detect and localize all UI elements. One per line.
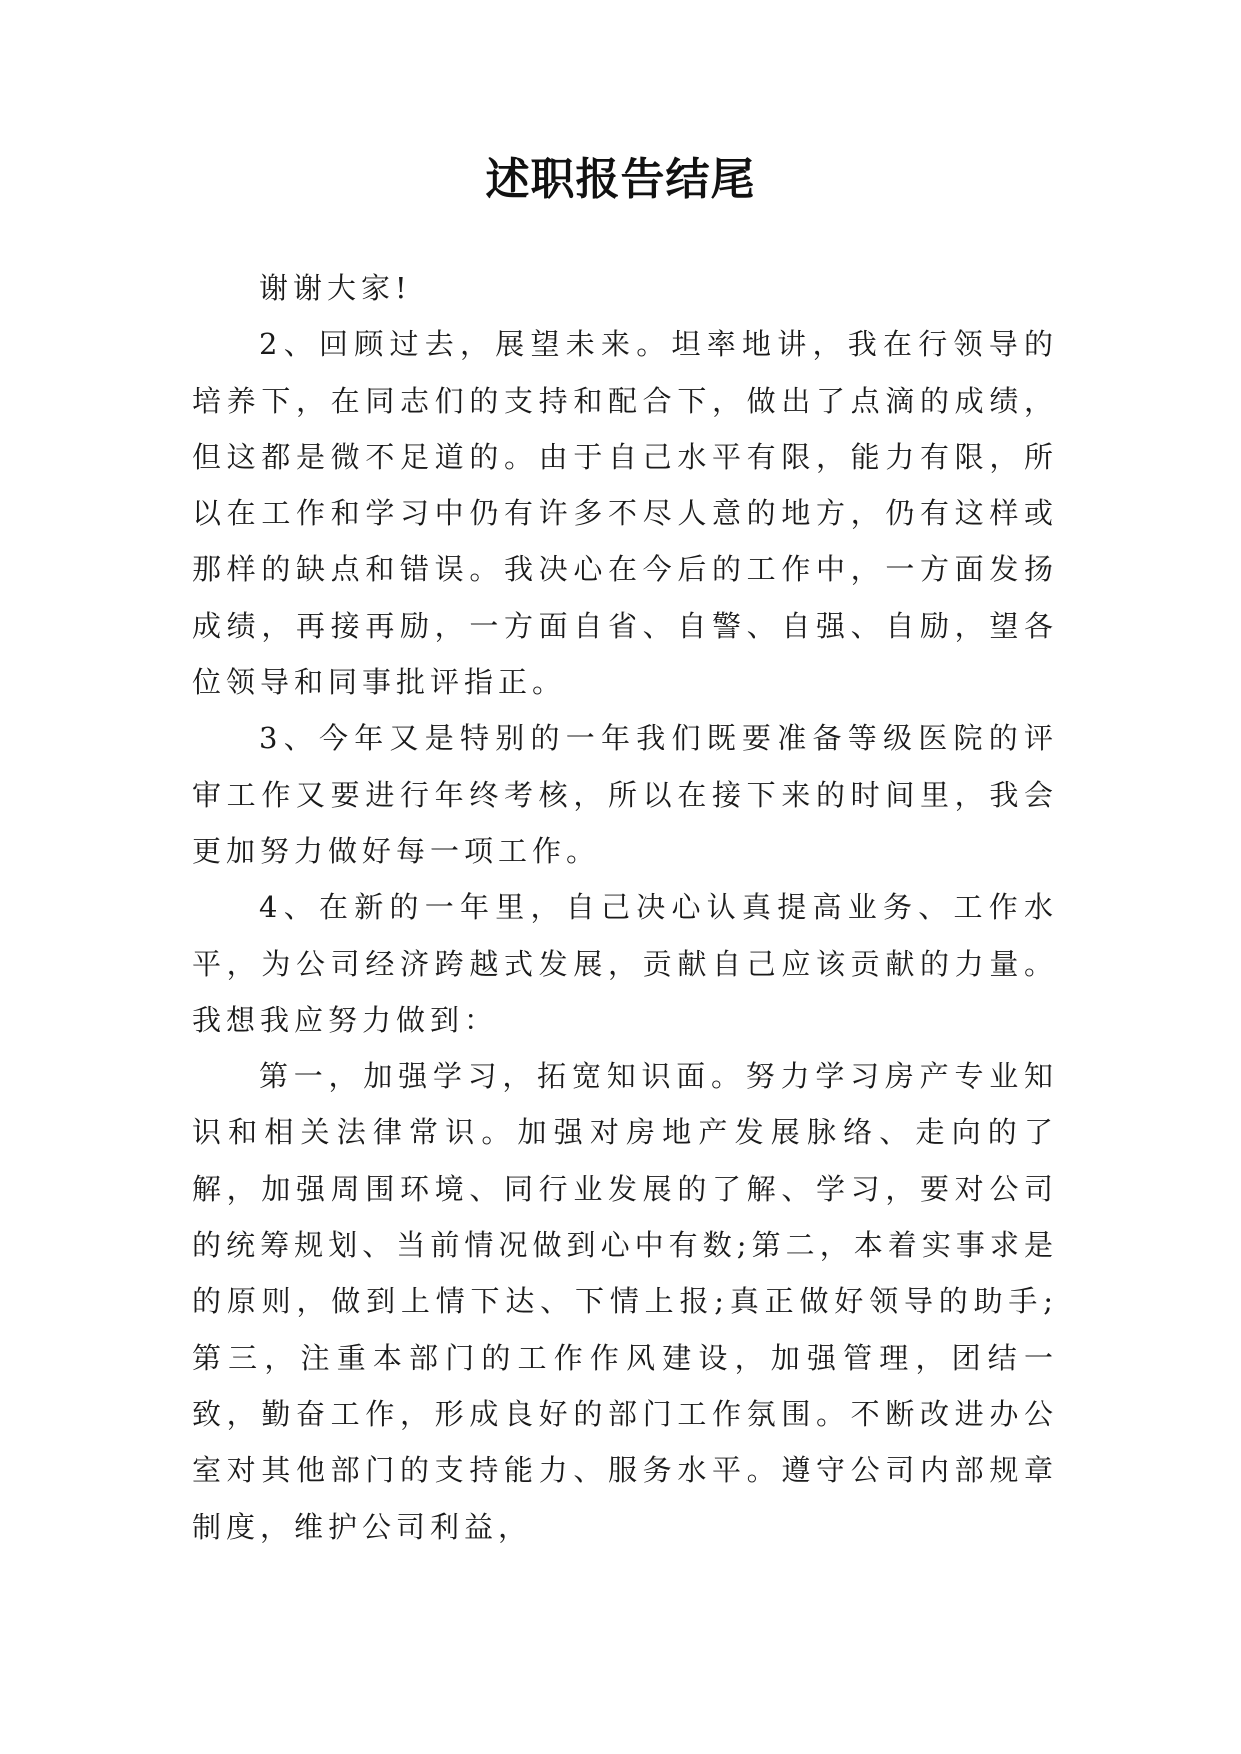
paragraph-first-study: 第一，加强学习，拓宽知识面。努力学习房产专业知识和相关法律常识。加强对房地产发展脉络、走向的了解，加强周围环境、同行业发展的了解、学习，要对公司的统筹规划、当前情况做到心中有数;第二，本着实事求是的原则，做到上情下达、下情上报;真正做好领导的助手;第三，注重本部门的工作作风建设，加强管理，团结一致，勤奋工作，形成良好的部门工作氛围。不断改进办公室对其他部门的支持能力、服务水平。遵守公司内部规章制度，维护公司利益，: [192, 1059, 1058, 1544]
paragraph-3-this-year: 3、今年又是特别的一年我们既要准备等级医院的评审工作又要进行年终考核，所以在接下来的时间里，我会更加努力做好每一项工作。: [192, 721, 1058, 868]
document-title: 述职报告结尾: [485, 154, 756, 205]
paragraph-thanks: 谢谢大家!: [259, 271, 412, 305]
paragraph-4-new-year: 4、在新的一年里，自己决心认真提高业务、工作水平，为公司经济跨越式发展，贡献自己应该贡献的力量。我想我应努力做到：: [192, 890, 1058, 1037]
paragraph-2-review: 2、回顾过去，展望未来。坦率地讲，我在行领导的培养下，在同志们的支持和配合下，做出了点滴的成绩，但这都是微不足道的。由于自己水平有限，能力有限，所以在工作和学习中仍有许多不尽人意的地方，仍有这样或那样的缺点和错误。我决心在今后的工作中，一方面发扬成绩，再接再励，一方面自省、自警、自强、自励，望各位领导和同事批评指正。: [192, 327, 1058, 700]
document-body: [192, 260, 1058, 1555]
